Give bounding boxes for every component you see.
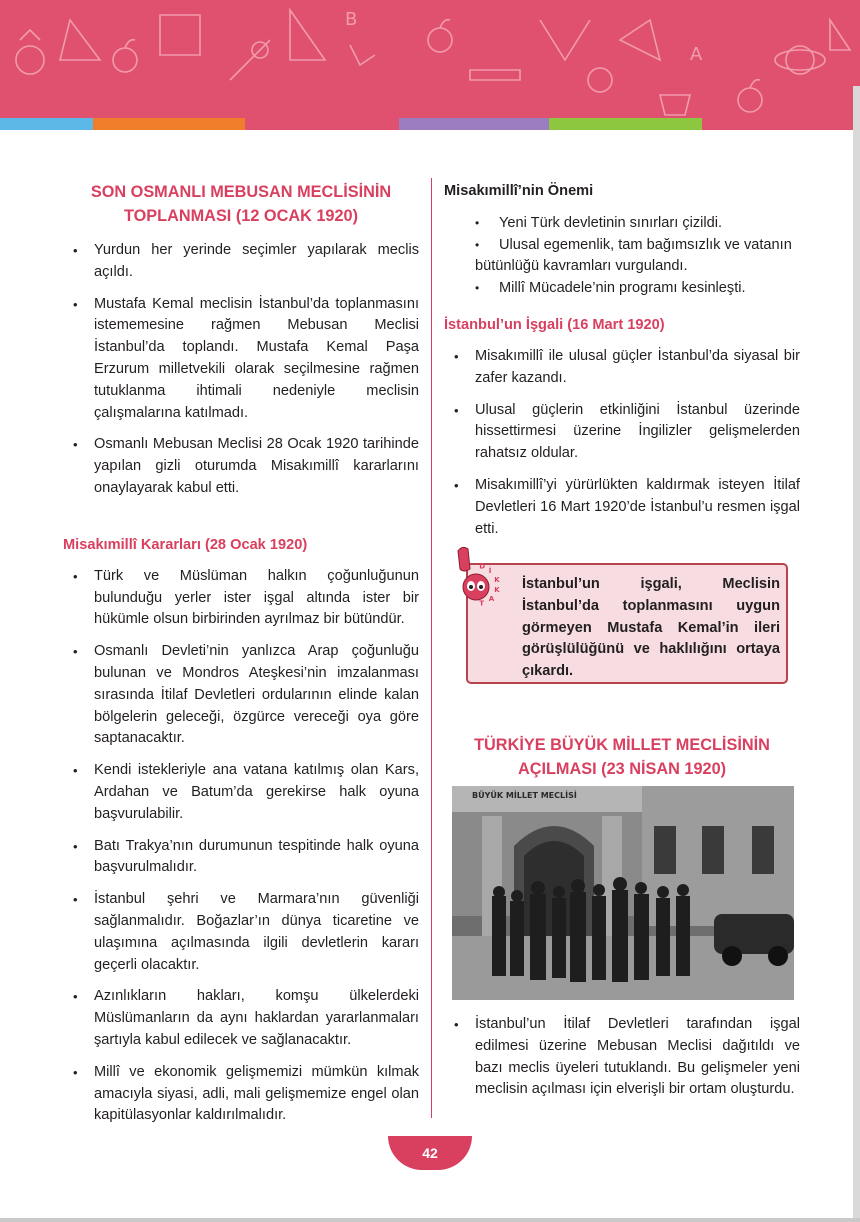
section-heading-mebusan	[63, 180, 419, 228]
list-item: • Millî ve ekonomik gelişmemizi mümkün kılmak amacıyla siyasi, adli, mali gelişmemize engel olan kapitülasyonlar kaldırılmalıdır.	[63, 1062, 419, 1127]
list-item: • Türk ve Müslüman halkın çoğunluğunun bulunduğu yerler ister işgal altında ister bir hükümle olsun birbirinden ayrılmaz bir bütündür.	[63, 566, 419, 631]
column-divider	[431, 178, 432, 1118]
section-heading-tbmm	[444, 733, 800, 781]
list-item	[444, 213, 800, 235]
dikkat-letter: D	[479, 562, 486, 571]
subheading-istanbul-isgali: İstanbul’un İşgali (16 Mart 1920)	[444, 317, 665, 333]
list-item-text: Ulusal egemenlik, tam bağımsızlık ve vatanın bütünlüğü kavramları vurgulandı.	[475, 236, 792, 274]
list-item	[444, 278, 800, 300]
bottom-rule	[0, 1218, 860, 1222]
heading-line: AÇILMASI (23 NİSAN 1920)	[517, 760, 727, 778]
list-item: • Batı Trakya’nın durumunun tespitinde halk oyuna başvurulmalıdır.	[63, 836, 419, 880]
dikkat-letter: K	[494, 586, 500, 595]
dikkat-letter: A	[488, 595, 495, 604]
stripe-purple	[399, 118, 549, 130]
list-item-text: Yeni Türk devletinin sınırları çizildi.	[499, 215, 723, 231]
svg-text:B: B	[345, 9, 358, 30]
stripe-green	[549, 118, 702, 130]
dikkat-character-icon	[450, 543, 510, 623]
page-number: 42	[388, 1136, 472, 1170]
color-stripes	[0, 118, 860, 130]
list-item: • Osmanlı Mebusan Meclisi 28 Ocak 1920 tarihinde yapılan gizli oturumda Misakımillî kararlarını onaylayarak kabul etti.	[63, 434, 419, 499]
dikkat-letter: K	[494, 575, 500, 584]
onem-list	[444, 213, 800, 299]
list-item: • Kendi istekleriyle ana vatana katılmış olan Kars, Ardahan ve Batum’da gerekirse halk oyuna başvurulabilir.	[63, 760, 419, 825]
svg-text:A: A	[690, 44, 703, 65]
heading-line: TOPLANMASI (12 OCAK 1920)	[123, 207, 359, 225]
list-item: • Misakımillî ile ulusal güçler İstanbul’da siyasal bir zafer kazandı.	[444, 346, 800, 390]
list-item: • Azınlıkların hakları, komşu ülkelerdeki Müslümanların da aynı haklardan yararlanmaları şartıyla kabul edilecek ve sağlanacaktır.	[63, 986, 419, 1051]
mebusan-list	[63, 240, 419, 500]
tbmm-opening-photo	[452, 786, 794, 1000]
photo-sign-text: BÜYÜK MİLLET MECLİSİ	[472, 791, 577, 800]
tbmm-text	[444, 1014, 800, 1111]
stripe-pink-2	[702, 118, 860, 130]
dikkat-letter: T	[479, 599, 485, 608]
header-banner	[0, 0, 860, 118]
list-item: • İstanbul şehri ve Marmara’nın güvenliği sağlanmalıdır. Boğazlar’ın dünya ticaretine ve ulaşımına açılmasında ilgili devletlerin kararı geçerli olacaktır.	[63, 889, 419, 976]
list-item-text: Millî Mücadele’nin programı kesinleşti.	[499, 279, 746, 296]
stripe-pink	[245, 118, 399, 130]
school-doodles-pattern	[0, 0, 860, 118]
list-item	[444, 235, 800, 278]
left-column	[63, 180, 419, 1137]
list-item: • İstanbul’un İtilaf Devletleri tarafından işgal edilmesi üzerine Mebusan Meclisi dağıtıldı ve bazı meclis üyeleri tutuklandı. Bu gelişmeler yeni meclisin açılması için elverişli bir ortam oluşturdu.	[444, 1014, 800, 1101]
stripe-blue	[0, 118, 93, 130]
heading-line: TÜRKİYE BÜYÜK MİLLET MECLİSİNİN	[474, 736, 770, 754]
stripe-orange	[93, 118, 245, 130]
page-edge	[853, 86, 860, 1222]
dikkat-callout	[466, 563, 788, 684]
isgal-list	[444, 346, 800, 540]
list-item: • Ulusal güçlerin etkinliğini İstanbul üzerinde hissettirmesi üzerine İngilizler gelişmelerden rahatsız oldular.	[444, 400, 800, 465]
kararlar-list	[63, 566, 419, 1127]
list-item: • Mustafa Kemal meclisin İstanbul’da toplanmasını istememesine rağmen Mebusan Meclisi İstanbul’da toplandı. Mustafa Kemal Paşa Erzurum milletvekili olarak seçilmesine rağmen tutuklanma ihtimali nedeniyle meclisin çalışmalarına katılmadı.	[63, 294, 419, 425]
dikkat-text: İstanbul’un işgali, Meclisin İstanbul’da toplanmasını uygun görmeyen Mustafa Kemal’in ileri görüşlülüğünü ve haklılığını ortaya çıkardı.	[522, 576, 780, 680]
list-item: • Osmanlı Devleti’nin yanlızca Arap çoğunluğu bulunan ve Mondros Ateşkesi’nin imzalanması sırasında İtilaf Devletleri ordularının elinde kalan bölgelerin geleceği, özgürce vereceği oya göre saptanacaktır.	[63, 641, 419, 750]
right-column	[444, 180, 800, 550]
heading-line: SON OSMANLI MEBUSAN MECLİSİNİN	[90, 183, 392, 201]
dikkat-letter: İ	[488, 566, 492, 575]
tbmm-list	[444, 1014, 800, 1101]
subheading-onemi: Misakımillî’nin Önemi	[444, 183, 594, 199]
list-item: • Misakımillî’yi yürürlükten kaldırmak isteyen İtilaf Devletleri 16 Mart 1920’de İstanbul’u resmen işgal etti.	[444, 475, 800, 540]
list-item: • Yurdun her yerinde seçimler yapılarak meclis açıldı.	[63, 240, 419, 284]
subheading-misakimilli-kararlari: Misakımillî Kararları (28 Ocak 1920)	[63, 536, 308, 553]
